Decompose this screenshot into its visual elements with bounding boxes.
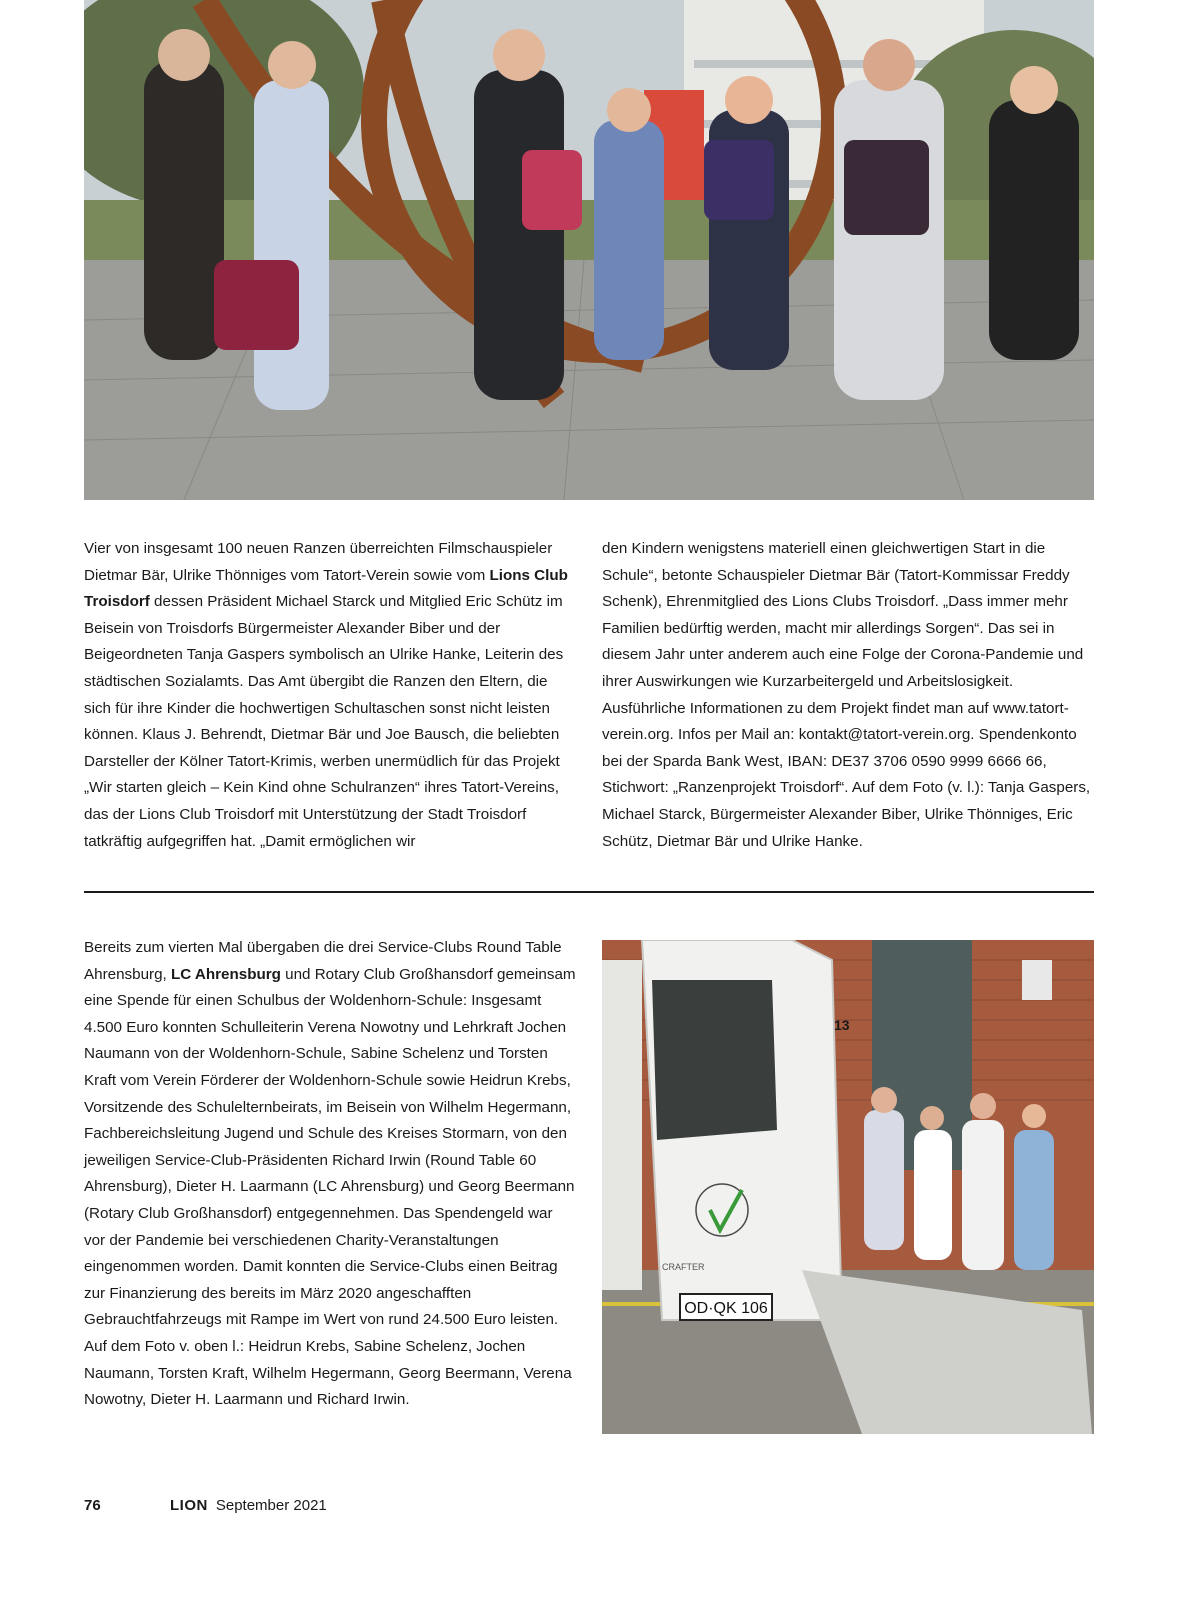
photo-top-illustration xyxy=(84,0,1094,500)
club-name-bold: LC Ahrensburg xyxy=(170,965,281,983)
van-model-badge: CRAFTER xyxy=(662,1262,705,1272)
article-2-paragraph xyxy=(84,935,576,1414)
text-run: Bereits zum vierten Mal übergaben die drei Service-Clubs Round Table Ahrensburg, xyxy=(84,939,562,983)
door-number: 13 xyxy=(834,1017,850,1033)
text-run: Vier von insgesamt 100 neuen Ranzen überreichten Filmschauspieler Dietmar Bär, Ulrike Thönniges vom Tatort-Verein sowie vom xyxy=(84,540,553,584)
issue-date: September 2021 xyxy=(215,1497,327,1514)
article-1-column-2 xyxy=(602,536,1096,855)
photo-bottom-illustration xyxy=(602,940,1094,1434)
license-plate: OD·QK 106 xyxy=(684,1300,768,1317)
article-1-paragraph-part-1 xyxy=(84,536,576,855)
page-number: 76 xyxy=(84,1497,101,1514)
photo-school-bus-donation xyxy=(602,940,1094,1434)
article-1-column-1 xyxy=(84,536,576,855)
article-1-paragraph-part-2: den Kindern wenigstens materiell einen gleichwertigen Start in die Schule“, betonte Schauspieler Dietmar Bär (Tatort-Kommissar Freddy Schenk), Ehrenmitglied des Lions Clubs Troisdorf. „Dass immer mehr Familien bedürftig werden, macht mir allerdings Sorgen“. Das sei in diesem Jahr unter anderem auch eine Folge der Corona-Pandemie und ihrer Auswirkungen wie Kurzarbeitergeld und Arbeitslosigkeit. Ausführliche Informationen zu dem Projekt findet man auf www.tatort-verein.org. Infos per Mail an: kontakt@tatort-verein.org. Spendenkonto bei der Sparda Bank West, IBAN: DE37 3706 0590 9999 6666 66, Stichwort: „Ranzenprojekt Troisdorf“. Auf dem Foto (v. l.): Tanja Gaspers, Michael Starck, Bürgermeister Alexander Biber, Ulrike Thönniges, Eric Schütz, Dietmar Bär und Ulrike Hanke. xyxy=(602,540,1091,850)
article-2-column xyxy=(84,935,576,1414)
magazine-name: LION xyxy=(170,1497,208,1514)
photo-school-bags-handover xyxy=(84,0,1094,500)
section-divider xyxy=(84,891,1094,893)
text-run: dessen Präsident Michael Starck und Mitglied Eric Schütz im Beisein von Troisdorfs Bürgermeister Alexander Biber und der Beigeordneten Tanja Gaspers symbolisch an Ulrike Hanke, Leiterin des städtischen Sozialamts. Das Amt übergibt die Ranzen den Eltern, die sich für ihre Kinder die hochwertigen Schultaschen sonst nicht leisten können. Klaus J. Behrendt, Dietmar Bär und Joe Bausch, die beliebten Darsteller der Kölner Tatort-Krimis, werben unermüdlich für das Projekt „Wir starten gleich – Kein Kind ohne Schulranzen“ ihres Tatort-Vereins, das der Lions Club Troisdorf mit Unterstützung der Stadt Troisdorf tatkräftig aufgegriffen hat. „Damit ermöglichen wir xyxy=(84,593,564,850)
page-footer xyxy=(84,1497,327,1514)
text-run: und Rotary Club Großhansdorf gemeinsam eine Spende für einen Schulbus der Woldenhorn-Schule: Insgesamt 4.500 Euro konnten Schulleiterin Verena Nowotny und Lehrkraft Jochen Naumann von der Woldenhorn-Schule, Sabine Schelenz und Torsten Kraft vom Verein Förderer der Woldenhorn-Schule sowie Heidrun Krebs, Vorsitzende des Schulelternbeirats, im Beisein von Wilhelm Hegermann, Fachbereichsleitung Jugend und Schule des Kreises Stormarn, von den jeweiligen Service-Club-Präsidenten Richard Irwin (Round Table 60 Ahrensburg), Dieter H. Laarmann (LC Ahrensburg) und Georg Beermann (Rotary Club Großhansdorf) entgegennehmen. Das Spendengeld war vor der Pandemie bei verschiedenen Charity-Veranstaltungen eingenommen worden. Damit konnten die Service-Clubs einen Beitrag zur Finanzierung des bereits im März 2020 angeschafften Gebrauchtfahrzeugs mit Rampe im Wert von rund 24.500 Euro leisten. Auf dem Foto v. oben l.: Heidrun Krebs, Sabine Schelenz, Jochen Naumann, Torsten Kraft, Wilhelm Hegermann, Georg Beermann, Verena Nowotny, Dieter H. Laarmann und Richard Irwin. xyxy=(84,965,576,1409)
club-name-bold: Lions Club Troisdorf xyxy=(84,566,568,611)
